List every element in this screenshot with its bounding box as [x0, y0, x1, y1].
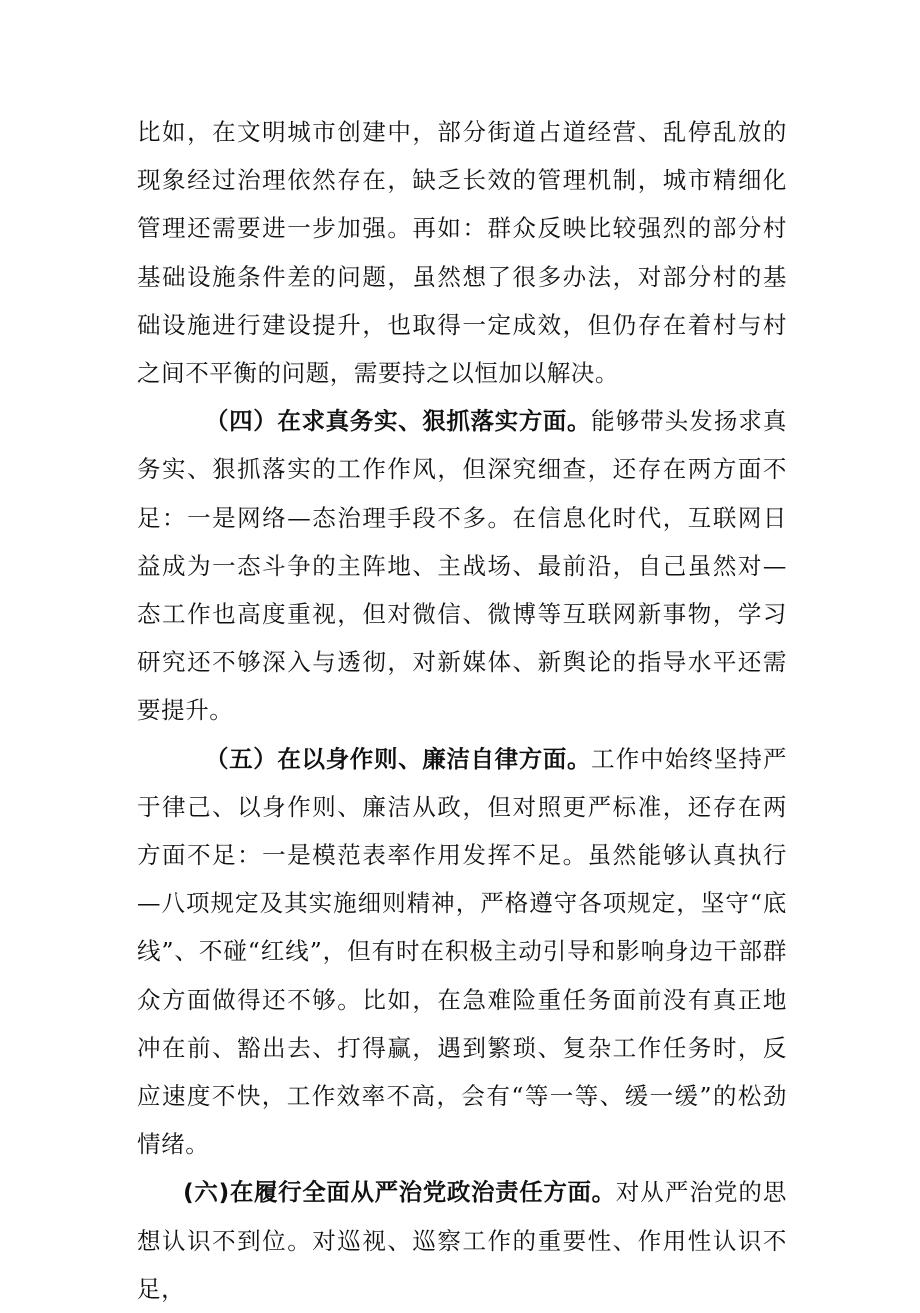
paragraph-continuation [137, 108, 787, 397]
paragraph-text: 对从严治党的思想认识不到位。对巡视、巡察工作的重要性、作用性认识不足， [137, 1178, 788, 1303]
paragraph-text: 工作中始终坚持严于律己、以身作则、廉洁从政，但对照更严标准，还存在两方面不足：一是模范表率作用发挥不足。虽然能够认真执行—八项规定及其实施细则精神，严格遵守各项规定，坚守“底线”、不碰“红线”，但有时在积极主动引导和影响身边干部群众方面做得还不够。比如，在急难险重任务面前没有真正地冲在前、豁出去、打得赢，遇到繁琐、复杂工作任务时，反应速度不快，工作效率不高，会有“等一等、缓一缓”的松劲情绪。 [137, 744, 787, 1159]
paragraph-section-5 [137, 735, 787, 1169]
paragraph-section-6 [137, 1168, 787, 1313]
paragraph-text: 比如，在文明城市创建中，部分街道占道经营、乱停乱放的现象经过治理依然存在，缺乏长效的管理机制，城市精细化管理还需要进一步加强。再如：群众反映比较强烈的部分村基础设施条件差的问题，虽然想了很多办法，对部分村的基础设施进行建设提升，也取得一定成效，但仍存在着村与村之间不平衡的问题，需要持之以恒加以解决。 [137, 118, 787, 388]
paragraph-section-4 [137, 397, 787, 734]
document-body [137, 108, 787, 1313]
section-heading-5: （五）在以身作则、廉洁自律方面。 [205, 744, 592, 773]
section-heading-6: (六)在履行全面从严治党政治责任方面。 [183, 1178, 616, 1207]
paragraph-text: 能够带头发扬求真务实、狠抓落实的工作作风，但深究细查，还存在两方面不足：一是网络—态治理手段不多。在信息化时代，互联网日益成为一态斗争的主阵地、主战场、最前沿，自己虽然对—态工作也高度重视，但对微信、微博等互联网新事物，学习研究还不够深入与透彻，对新媒体、新舆论的指导水平还需要提升。 [137, 407, 787, 725]
section-heading-4: （四）在求真务实、狠抓落实方面。 [205, 407, 592, 436]
